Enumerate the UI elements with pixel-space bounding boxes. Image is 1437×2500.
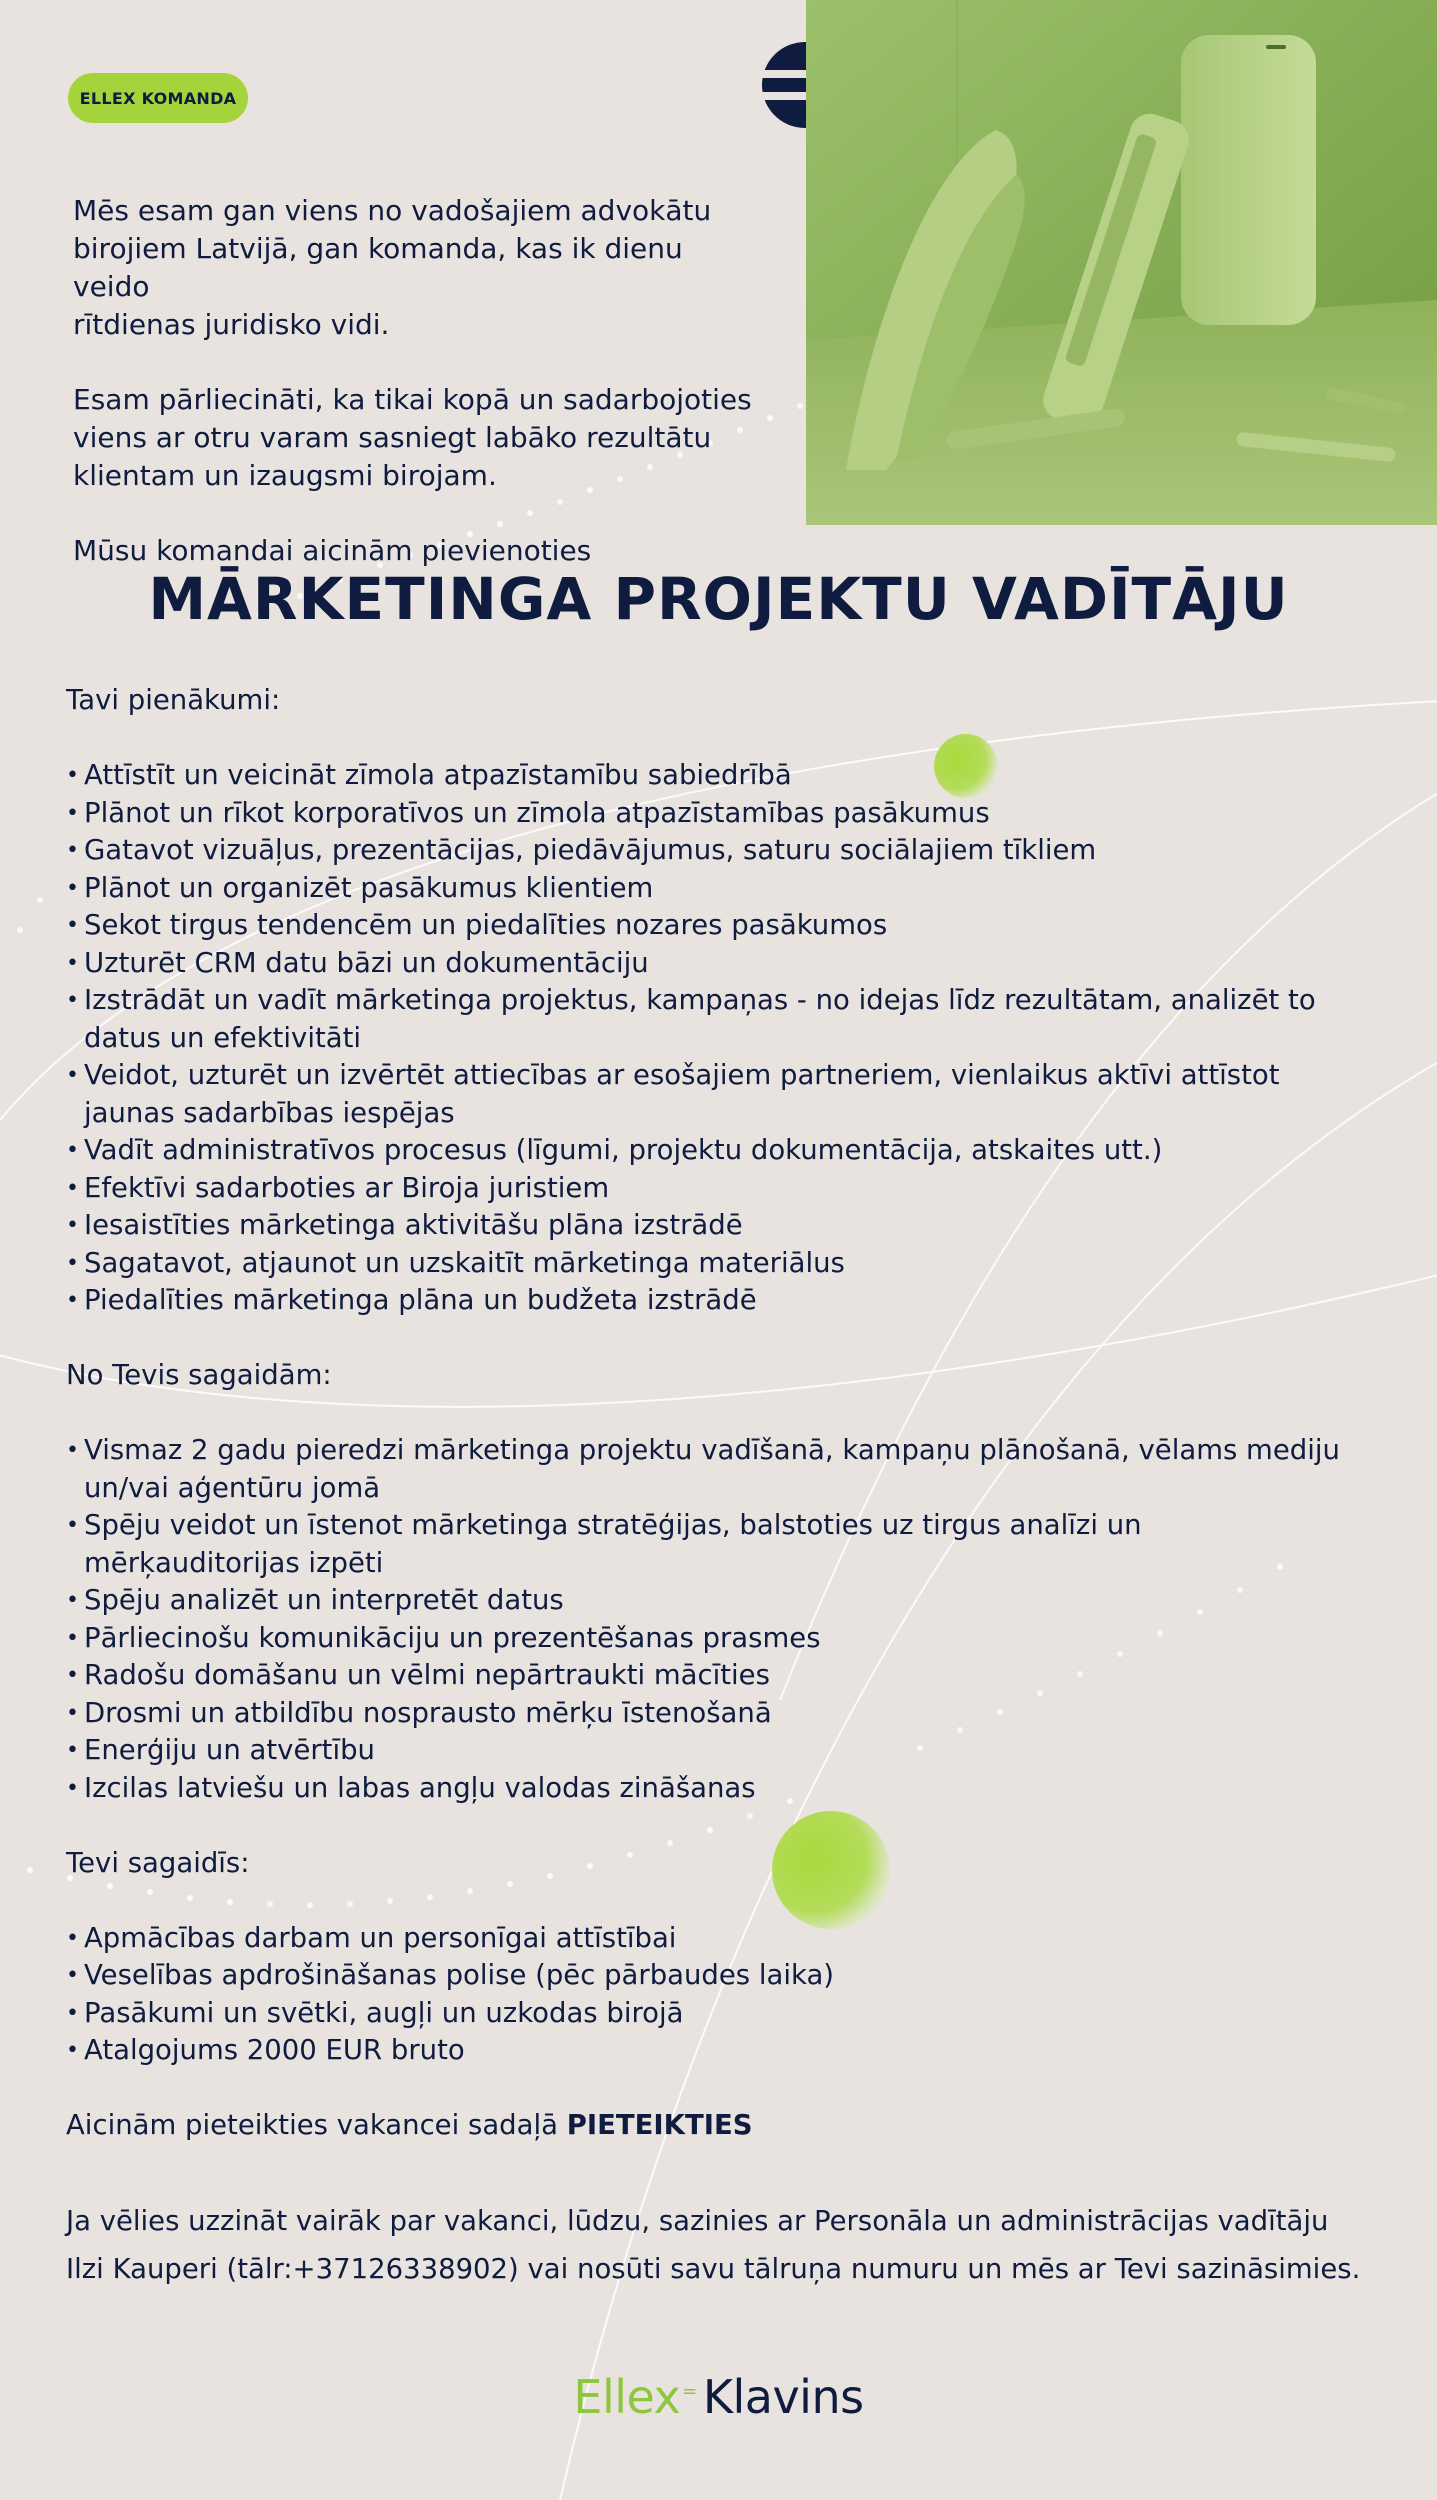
ellex-klavins-logo: [0, 2370, 1437, 2424]
list-item: • Atalgojums 2000 EUR bruto: [66, 2032, 1366, 2070]
intro-paragraph-2: Esam pārliecināti, ka tikai kopā un sadarbojoties viens ar otru varam sasniegt labāko rezultātu klientam un izaugsmi birojam.: [73, 383, 752, 492]
logo-brand-right: Klavins: [702, 2370, 864, 2424]
list-item: • Vismaz 2 gadu pieredzi mārketinga projektu vadīšanā, kampaņu plānošanā, vēlams mediju un/vai aģentūru jomā: [66, 1432, 1366, 1507]
list-item: • Veselības apdrošināšanas polise (pēc pārbaudes laika): [66, 1957, 1366, 1995]
list-item: • Uzturēt CRM datu bāzi un dokumentāciju: [66, 945, 1366, 983]
list-item: • Spēju veidot un īstenot mārketinga stratēģijas, balstoties uz tirgus analīzi un mērķauditorijas izpēti: [66, 1507, 1366, 1582]
duties-heading: Tavi pienākumi:: [66, 684, 281, 716]
list-item: • Gatavot vizuāļus, prezentācijas, piedāvājumus, saturu sociālajiem tīkliem: [66, 832, 1366, 870]
list-item: • Iesaistīties mārketinga aktivitāšu plāna izstrādē: [66, 1207, 1366, 1245]
apply-invitation: [66, 2107, 1366, 2145]
list-item: • Apmācības darbam un personīgai attīstībai: [66, 1920, 1366, 1958]
job-details: [66, 682, 1366, 2293]
offer-heading: Tevi sagaidīs:: [66, 1846, 250, 1879]
list-item: • Attīstīt un veicināt zīmola atpazīstamību sabiedrībā: [66, 757, 1366, 795]
requirements-list: [66, 1432, 1366, 1807]
team-badge: ELLEX KOMANDA: [68, 73, 248, 123]
contact-info: Ja vēlies uzzināt vairāk par vakanci, lūdzu, sazinies ar Personāla un administrācijas vadītāju Ilzi Kauperi (tālr:+37126338902) vai nosūti savu tālruņa numuru un mēs ar Tevi sazināsimies.: [66, 2204, 1361, 2285]
list-item: • Izstrādāt un vadīt mārketinga projektus, kampaņas - no idejas līdz rezultātam, analizēt to datus un efektivitāti: [66, 982, 1366, 1057]
requirements-heading: No Tevis sagaidām:: [66, 1359, 332, 1391]
duties-list: [66, 757, 1366, 1320]
list-item: • Pasākumi un svētki, augļi un uzkodas birojā: [66, 1995, 1366, 2033]
list-item: • Spēju analizēt un interpretēt datus: [66, 1582, 1366, 1620]
intro-paragraph-3: Mūsu komandai aicinām pievienoties: [73, 534, 592, 567]
list-item: • Efektīvi sadarboties ar Biroja juristiem: [66, 1170, 1366, 1208]
list-item: • Drosmi un atbildību nosprausto mērķu īstenošanā: [66, 1695, 1366, 1733]
list-item: • Sagatavot, atjaunot un uzskaitīt mārketinga materiālus: [66, 1245, 1366, 1283]
logo-brand-left: Ellex: [573, 2370, 681, 2424]
office-supplies-photo: [806, 0, 1437, 525]
intro-text: [73, 192, 763, 570]
apply-link[interactable]: PIETEIKTIES: [566, 2109, 753, 2141]
list-item: • Vadīt administratīvos procesus (līgumi, projektu dokumentācija, atskaites utt.): [66, 1132, 1366, 1170]
job-title: MĀRKETINGA PROJEKTU VADĪTĀJU: [148, 565, 1289, 633]
list-item: • Sekot tirgus tendencēm un piedalīties nozares pasākumos: [66, 907, 1366, 945]
list-item: • Pārliecinošu komunikāciju un prezentēšanas prasmes: [66, 1620, 1366, 1658]
list-item: • Piedalīties mārketinga plāna un budžeta izstrādē: [66, 1282, 1366, 1320]
logo-separator-icon: =: [682, 2380, 697, 2402]
intro-paragraph-1: Mēs esam gan viens no vadošajiem advokātu birojiem Latvijā, gan komanda, kas ik dienu veido rītdienas juridisko vidi.: [73, 194, 712, 341]
apply-invitation-text: Aicinām pieteikties vakancei sadaļā: [66, 2109, 558, 2141]
list-item: • Veidot, uzturēt un izvērtēt attiecības ar esošajiem partneriem, vienlaikus aktīvi attīstot jaunas sadarbības iespējas: [66, 1057, 1366, 1132]
list-item: • Plānot un organizēt pasākumus klientiem: [66, 870, 1366, 908]
offer-list: [66, 1920, 1366, 2070]
list-item: • Plānot un rīkot korporatīvos un zīmola atpazīstamības pasākumus: [66, 795, 1366, 833]
list-item: • Izcilas latviešu un labas angļu valodas zināšanas: [66, 1770, 1366, 1808]
list-item: • Radošu domāšanu un vēlmi nepārtraukti mācīties: [66, 1657, 1366, 1695]
list-item: • Enerģiju un atvērtību: [66, 1732, 1366, 1770]
